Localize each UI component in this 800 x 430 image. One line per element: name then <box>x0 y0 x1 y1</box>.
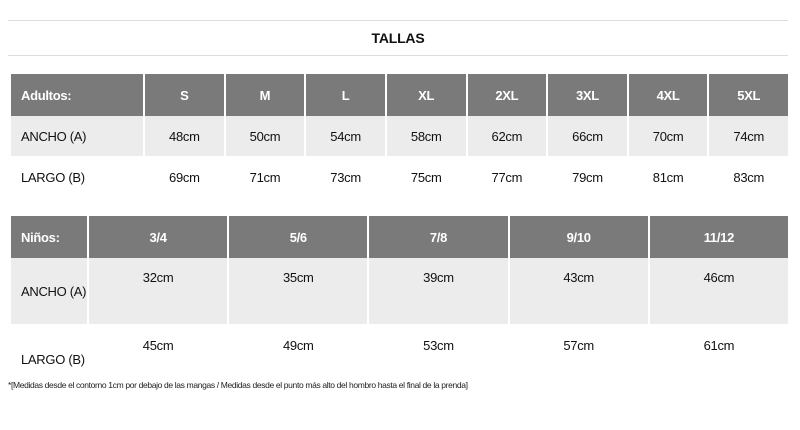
size-header: 7/8 <box>369 216 507 258</box>
measurement-cell: 46cm <box>650 258 788 324</box>
row-label: ANCHO (A) <box>11 116 143 156</box>
measurement-cell: 54cm <box>306 116 385 156</box>
measurement-cell: 45cm <box>89 324 227 394</box>
size-header: 2XL <box>468 74 547 116</box>
measurement-cell: 32cm <box>89 258 227 324</box>
measurement-cell: 43cm <box>510 258 648 324</box>
measurement-cell: 39cm <box>369 258 507 324</box>
size-header: 4XL <box>629 74 708 116</box>
size-header: XL <box>387 74 466 116</box>
measurement-cell: 50cm <box>226 116 305 156</box>
page-title: TALLAS <box>8 20 788 56</box>
measurement-cell: 73cm <box>306 156 385 198</box>
size-header: 3/4 <box>89 216 227 258</box>
measurement-cell: 75cm <box>387 156 466 198</box>
kids-header-label: Niños: <box>11 216 87 258</box>
size-header: 11/12 <box>650 216 788 258</box>
measurement-cell: 79cm <box>548 156 627 198</box>
measurement-cell: 62cm <box>468 116 547 156</box>
measurement-cell: 69cm <box>145 156 224 198</box>
row-label: LARGO (B) <box>11 156 143 198</box>
size-header: 5XL <box>709 74 788 116</box>
measurement-cell: 70cm <box>629 116 708 156</box>
measurement-cell: 77cm <box>468 156 547 198</box>
table-row <box>11 258 788 324</box>
measurement-cell: 53cm <box>369 324 507 394</box>
adult-header-row <box>11 74 788 116</box>
kids-header-row <box>11 216 788 258</box>
size-header: 5/6 <box>229 216 367 258</box>
measurement-cell: 49cm <box>229 324 367 394</box>
measurement-cell: 61cm <box>650 324 788 394</box>
measurement-cell: 57cm <box>510 324 648 394</box>
measurement-cell: 81cm <box>629 156 708 198</box>
size-header: S <box>145 74 224 116</box>
measurement-cell: 83cm <box>709 156 788 198</box>
size-header: 9/10 <box>510 216 648 258</box>
measurement-cell: 35cm <box>229 258 367 324</box>
table-row <box>11 156 788 198</box>
measurement-cell: 58cm <box>387 116 466 156</box>
size-header: L <box>306 74 385 116</box>
kids-size-table <box>9 216 790 394</box>
row-label: LARGO (B) <box>11 324 87 394</box>
size-header: M <box>226 74 305 116</box>
adult-header-label: Adultos: <box>11 74 143 116</box>
measurement-cell: 66cm <box>548 116 627 156</box>
measurement-cell: 48cm <box>145 116 224 156</box>
adult-size-table <box>9 74 790 198</box>
measurement-cell: 74cm <box>709 116 788 156</box>
footnote: *[Medidas desde el contorno 1cm por debajo de las mangas / Medidas desde el punto más alto del hombro hasta el final de la prenda] <box>8 380 468 390</box>
table-row <box>11 116 788 156</box>
row-label: ANCHO (A) <box>11 258 87 324</box>
size-header: 3XL <box>548 74 627 116</box>
measurement-cell: 71cm <box>226 156 305 198</box>
